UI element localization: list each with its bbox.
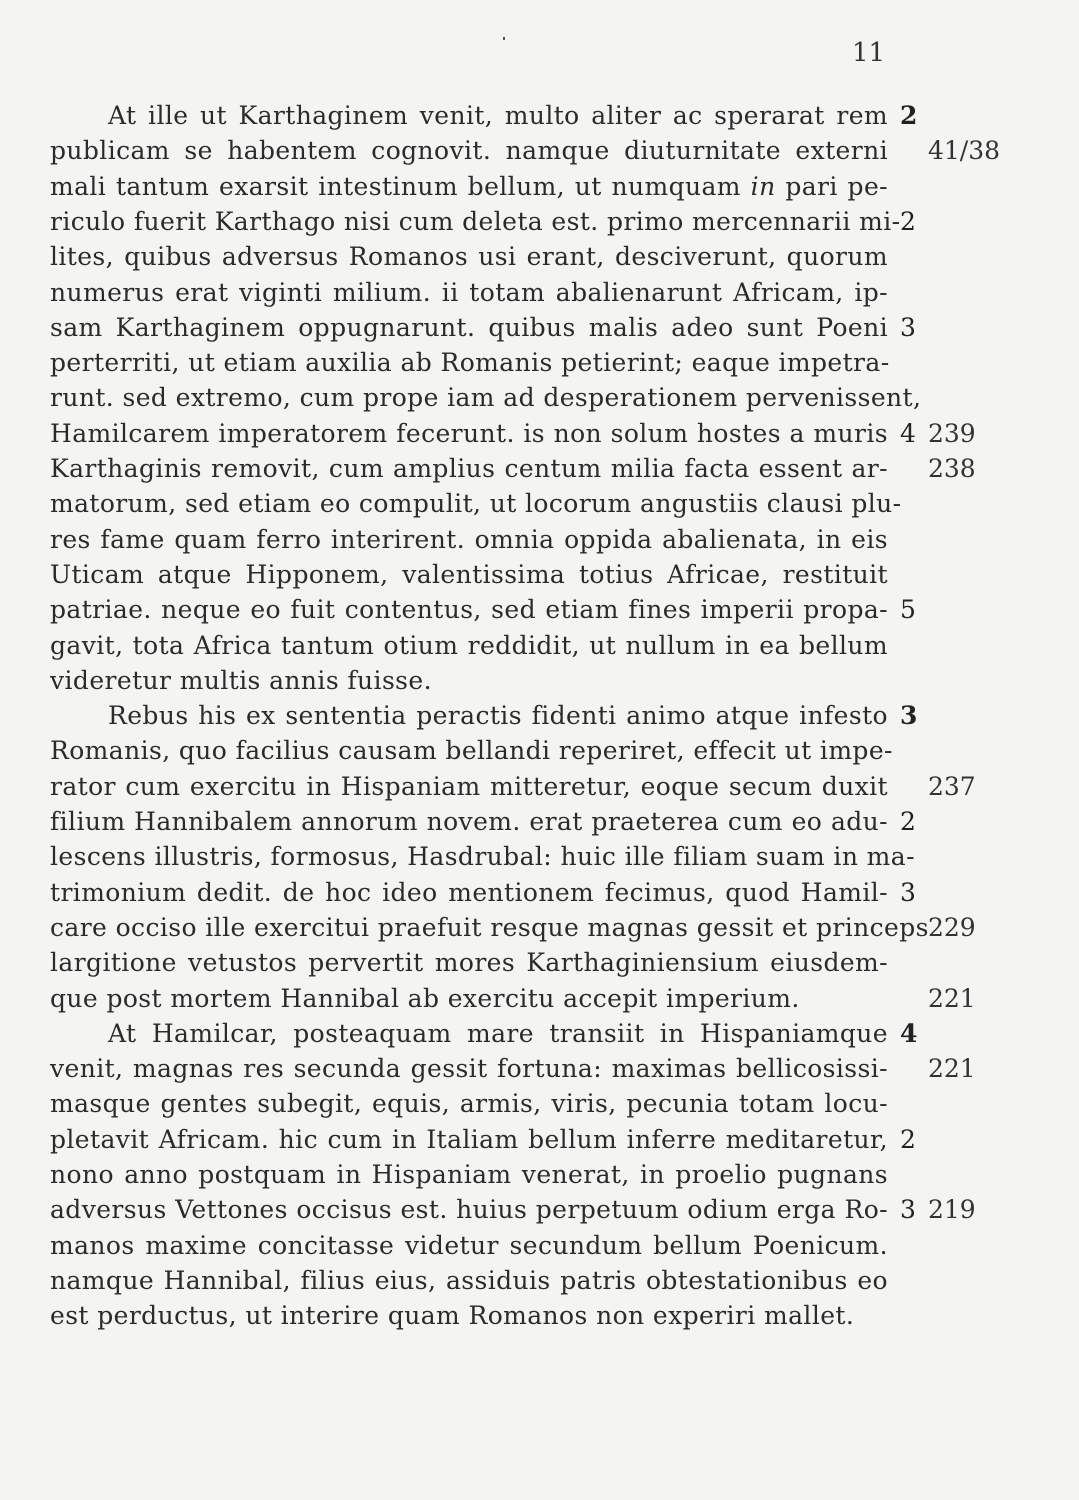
text-line: perterriti, ut etiam auxilia ab Romanis petierint; eaque impetra- xyxy=(50,348,890,378)
text-line: filium Hannibalem annorum novem. erat praeterea cum eo adu- xyxy=(50,807,888,836)
text-line: pletavit Africam. hic cum in Italiam bellum inferre meditaretur, xyxy=(50,1124,888,1154)
text-line: publicam se habentem cognovit. namque diuturnitate externi xyxy=(50,136,888,166)
text-line: Uticam atque Hipponem, valentissima totius Africae, restituit xyxy=(50,559,888,589)
text-line: At ille ut Karthaginem venit, multo aliter ac sperarat rem xyxy=(108,101,888,130)
text-line: venit, magnas res secunda gessit fortuna: maximas bellicosissi- xyxy=(50,1054,888,1084)
text-line: patriae. neque eo fuit contentus, sed etiam fines imperii propa- xyxy=(50,595,888,625)
section-number: 3 xyxy=(900,312,916,342)
text-line: trimonium dedit. de hoc ideo mentionem fecimus, quod Hamil- xyxy=(50,877,888,907)
text-line: Romanis, quo facilius causam bellandi reperiret, effecit ut impe- xyxy=(50,736,893,766)
margin-reference: 219 xyxy=(928,1195,976,1225)
margin-reference: 221 xyxy=(928,1054,976,1084)
italic-word: in xyxy=(750,171,776,201)
section-number: 4 xyxy=(900,1018,918,1048)
text-line: mali tantum exarsit intestinum bellum, ut numquam in pari pe- xyxy=(50,171,888,201)
margin-reference: 238 xyxy=(928,454,976,483)
section-number: 4 xyxy=(900,418,916,448)
text-line: runt. sed extremo, cum prope iam ad desperationem pervenissent, xyxy=(50,383,922,413)
text-line: masque gentes subegit, equis, armis, viris, pecunia totam locu- xyxy=(50,1089,888,1119)
section-number: 2 xyxy=(900,206,916,236)
text-line: lites, quibus adversus Romanos usi erant, desciverunt, quorum xyxy=(50,242,888,272)
text-line: Rebus his ex sententia peractis fidenti animo atque infesto xyxy=(108,701,888,731)
text-line: numerus erat viginti milium. ii totam abalienarunt Africam, ip- xyxy=(50,277,888,307)
page-number: 11 xyxy=(852,38,886,68)
ink-mark xyxy=(503,37,505,40)
margin-reference: 221 xyxy=(928,983,976,1013)
text-line: At Hamilcar, posteaquam mare transiit in Hispaniamque xyxy=(108,1018,888,1048)
section-number: 3 xyxy=(900,877,916,907)
section-number: 2 xyxy=(900,1124,916,1154)
margin-reference: 239 xyxy=(928,418,976,448)
text-line: nono anno postquam in Hispaniam venerat, in proelio pugnans xyxy=(50,1160,888,1189)
text-line: lescens illustris, formosus, Hasdrubal: huic ille filiam suam in ma- xyxy=(50,842,915,872)
text-line: sam Karthaginem oppugnarunt. quibus malis adeo sunt Poeni xyxy=(50,312,888,342)
text-line: que post mortem Hannibal ab exercitu accepit imperium. xyxy=(50,983,800,1013)
margin-reference: 237 xyxy=(928,771,976,801)
text-line: res fame quam ferro interirent. omnia oppida abalienata, in eis xyxy=(50,524,888,554)
section-number: 2 xyxy=(900,101,918,130)
margin-reference: 229 xyxy=(928,912,976,942)
text-line: Karthaginis removit, cum amplius centum milia facta essent ar- xyxy=(50,454,888,483)
margin-reference: 41/38 xyxy=(928,136,1001,166)
text-line: matorum, sed etiam eo compulit, ut locorum angustiis clausi plu- xyxy=(50,489,902,519)
section-number: 2 xyxy=(900,807,916,836)
text-line: gavit, tota Africa tantum otium reddidit, ut nullum in ea bellum xyxy=(50,630,888,660)
text-line: adversus Vettones occisus est. huius perpetuum odium erga Ro- xyxy=(50,1195,888,1225)
text-line: riculo fuerit Karthago nisi cum deleta est. primo mercennarii mi- xyxy=(50,206,901,236)
text-line: Hamilcarem imperatorem fecerunt. is non solum hostes a muris xyxy=(50,418,888,448)
text-line: care occiso ille exercitui praefuit resque magnas gessit et princeps xyxy=(50,912,929,942)
text-line: largitione vetustos pervertit mores Karthaginiensium eiusdem- xyxy=(50,948,888,978)
text-line: videretur multis annis fuisse. xyxy=(50,665,432,695)
section-number: 3 xyxy=(900,1195,916,1225)
text-line: namque Hannibal, filius eius, assiduis patris obtestationibus eo xyxy=(50,1265,888,1295)
text-line: est perductus, ut interire quam Romanos non experiri mallet. xyxy=(50,1301,855,1331)
text-line: rator cum exercitu in Hispaniam mitteretur, eoque secum duxit xyxy=(50,771,888,801)
section-number: 3 xyxy=(900,701,918,731)
section-number: 5 xyxy=(900,595,916,625)
text-line: manos maxime concitasse videtur secundum bellum Poenicum. xyxy=(50,1230,888,1260)
